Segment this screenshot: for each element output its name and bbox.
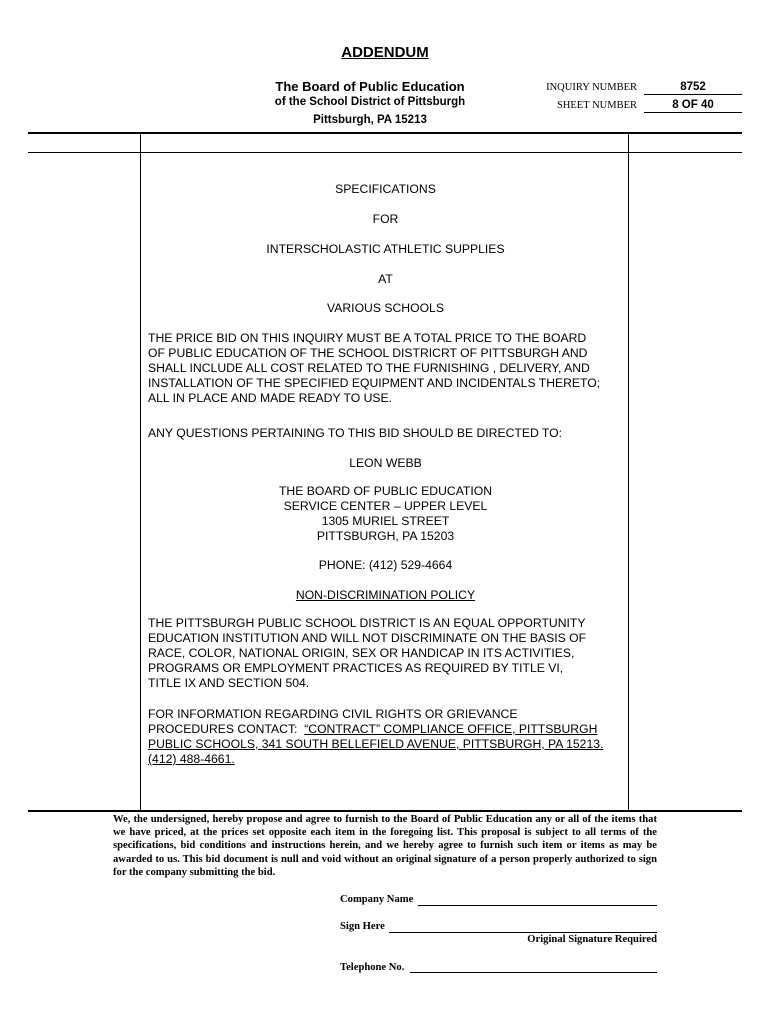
policy-line: TITLE IX AND SECTION 504. bbox=[148, 676, 310, 690]
spec-line-for: FOR bbox=[372, 212, 399, 226]
contact-phone: PHONE: (412) 529-4664 bbox=[318, 558, 453, 572]
address-line: PITTSBURGH, PA 15203 bbox=[316, 529, 455, 543]
company-name-label: Company Name bbox=[340, 894, 414, 905]
right-column-divider bbox=[628, 133, 629, 811]
compliance-office-link[interactable]: “CONTRACT” COMPLIANCE OFFICE, PITTSBURGH bbox=[304, 722, 598, 736]
inquiry-number-value: 8752 bbox=[644, 80, 742, 95]
policy-paragraph bbox=[148, 616, 623, 691]
address-line: THE BOARD OF PUBLIC EDUCATION bbox=[278, 484, 493, 498]
price-line: SHALL INCLUDE ALL COST RELATED TO THE FURNISHING , DELIVERY, AND bbox=[148, 361, 590, 375]
compliance-office-phone[interactable]: (412) 488-4661. bbox=[148, 752, 235, 766]
policy-line: PROGRAMS OR EMPLOYMENT PRACTICES AS REQUIRED BY TITLE VI, bbox=[148, 661, 564, 675]
district-name: of the School District of Pittsburgh bbox=[274, 96, 466, 108]
original-signature-note: Original Signature Required bbox=[527, 934, 657, 945]
policy-heading-text: NON-DISCRIMINATION POLICY bbox=[295, 588, 476, 602]
price-paragraph bbox=[148, 331, 623, 406]
price-line: ALL IN PLACE AND MADE READY TO USE. bbox=[148, 391, 393, 405]
contact-name: LEON WEBB bbox=[349, 456, 422, 470]
civil-rights-info bbox=[148, 707, 623, 767]
city-address: Pittsburgh, PA 15213 bbox=[313, 114, 427, 126]
civil-rights-prefix: PROCEDURES CONTACT: bbox=[148, 722, 305, 736]
telephone-label: Telephone No. bbox=[340, 962, 405, 973]
sign-here-label: Sign Here bbox=[340, 921, 385, 932]
address-line: 1305 MURIEL STREET bbox=[321, 514, 450, 528]
policy-line: THE PITTSBURGH PUBLIC SCHOOL DISTRICT IS AN EQUAL OPPORTUNITY bbox=[148, 616, 586, 630]
sheet-number-value: 8 OF 40 bbox=[644, 98, 742, 113]
sheet-number-label: SHEET NUMBER bbox=[556, 100, 637, 111]
spec-line-subject: INTERSCHOLASTIC ATHLETIC SUPPLIES bbox=[266, 242, 505, 256]
policy-line: RACE, COLOR, NATIONAL ORIGIN, SEX OR HANDICAP IN ITS ACTIVITIES, bbox=[148, 646, 575, 660]
price-line: OF PUBLIC EDUCATION OF THE SCHOOL DISTRICRT OF PITTSBURGH AND bbox=[148, 346, 588, 360]
left-column-divider bbox=[140, 133, 141, 811]
civil-rights-line: FOR INFORMATION REGARDING CIVIL RIGHTS OR GRIEVANCE bbox=[148, 707, 518, 721]
questions-line: ANY QUESTIONS PERTAINING TO THIS BID SHOULD BE DIRECTED TO: bbox=[148, 426, 563, 440]
spec-line-location: VARIOUS SCHOOLS bbox=[327, 301, 444, 315]
column-header-rule bbox=[28, 152, 742, 153]
civil-rights-line bbox=[148, 722, 623, 737]
header-rule bbox=[28, 132, 742, 134]
proposal-statement: We, the undersigned, hereby propose and agree to furnish to the Board of Public Education any or all of the items that we have priced, at the prices set opposite each item in the foregoing list. This proposal is subject to all terms of the specifications, bid conditions and instructions herein, and we hereby agree to furnish such item or items as may be awarded to us. This bid document is null and void without an original signature of a person properly authorized to sign for the company submitting the bid. bbox=[113, 814, 657, 878]
contact-address bbox=[148, 484, 623, 544]
board-name: The Board of Public Education bbox=[275, 79, 465, 94]
address-line: SERVICE CENTER – UPPER LEVEL bbox=[283, 499, 488, 513]
price-line: INSTALLATION OF THE SPECIFIED EQUIPMENT AND INCIDENTALS THERETO; bbox=[148, 376, 601, 390]
signature-field[interactable] bbox=[389, 932, 657, 933]
footer-rule bbox=[28, 810, 742, 812]
spec-line-at: AT bbox=[378, 272, 393, 286]
policy-line: EDUCATION INSTITUTION AND WILL NOT DISCRIMINATE ON THE BASIS OF bbox=[148, 631, 587, 645]
policy-heading bbox=[148, 588, 623, 603]
spec-line-specifications: SPECIFICATIONS bbox=[335, 182, 436, 196]
document-title: ADDENDUM bbox=[341, 44, 429, 61]
price-line: THE PRICE BID ON THIS INQUIRY MUST BE A TOTAL PRICE TO THE BOARD bbox=[148, 331, 587, 345]
company-name-field[interactable] bbox=[418, 905, 657, 906]
compliance-office-address[interactable]: PUBLIC SCHOOLS, 341 SOUTH BELLEFIELD AVENUE, PITTSBURGH, PA 15213. bbox=[148, 737, 604, 751]
inquiry-number-label: INQUIRY NUMBER bbox=[546, 82, 637, 93]
telephone-field[interactable] bbox=[410, 972, 657, 973]
